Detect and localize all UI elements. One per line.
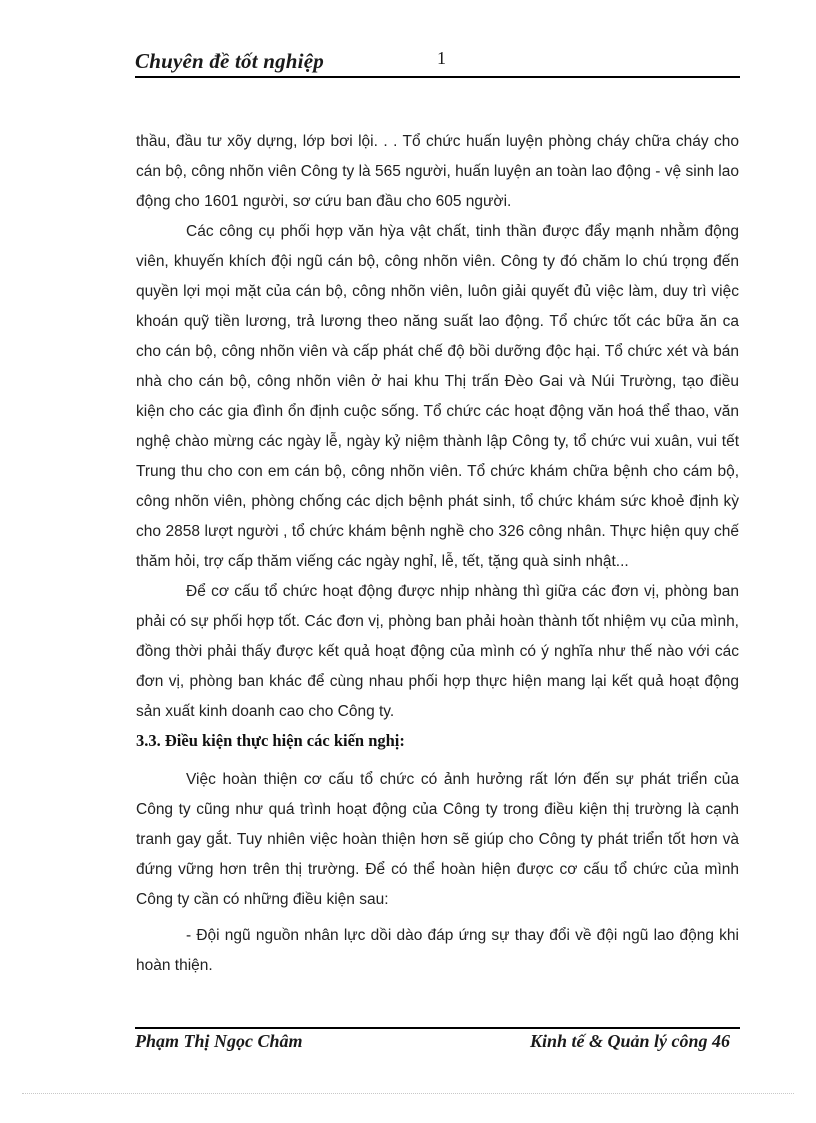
header-divider <box>135 76 740 78</box>
paragraph-continued: thầu, đầu tư xõy dựng, lớp bơi lội. . . Tổ chức huấn luyện phòng cháy chữa cháy cho cán bộ, công nhõn viên Công ty là 565 người, huấn luyện an toàn lao động - vệ sinh lao động cho 1601 người, sơ cứu ban đầu cho 605 người. <box>136 133 739 210</box>
footer-class: Kinh tế & Quản lý công 46 <box>529 1031 730 1051</box>
paragraph-staff-welfare: Các công cụ phối hợp văn hỳa vật chất, tinh thần được đẩy mạnh nhằm động viên, khuyến khích đội ngũ cán bộ, công nhõn viên. Công ty đó chăm lo chú trọng đến quyền lợi mọi mặt của cán bộ, công nhõn viên, luôn giải quyết đủ việc làm, duy trì việc khoán quỹ tiền lương, trả lương theo năng suất lao động. Tổ chức tốt các bữa ăn ca cho cán bộ, công nhõn viên và cấp phát chế độ bồi dưỡng độc hại. Tổ chức xét và bán nhà cho cán bộ, công nhõn viên ở hai khu Thị trấn Đèo Gai và Núi Trường, tạo điều kiện cho các gia đình ổn định cuộc sống. Tổ chức các hoạt động văn hoá thể thao, văn nghệ chào mừng các ngày lễ, ngày kỷ niệm thành lập Công ty, tổ chức vui xuân, vui tết Trung thu cho con em cán bộ, công nhõn viên. Tổ chức khám chữa bệnh cho cám bộ, công nhõn viên, phòng chống các dịch bệnh phát sinh, tổ chức khám sức khoẻ định kỳ cho 2858 lượt người , tổ chức khám bệnh nghề cho 326 công nhân. Thực hiện quy chế thăm hỏi, trợ cấp thăm viếng các ngày nghỉ, lễ, tết, tặng quà sinh nhật... <box>136 223 739 570</box>
document-title: Chuyên đề tốt nghiệp <box>135 49 324 73</box>
footer-author: Phạm Thị Ngọc Châm <box>135 1031 303 1051</box>
page-header <box>135 44 740 76</box>
section-heading: 3.3. Điều kiện thực hiện các kiến nghị: <box>136 731 405 750</box>
page-footer <box>135 1031 740 1059</box>
paragraph-conditions: Việc hoàn thiện cơ cấu tổ chức có ảnh hưởng rất lớn đến sự phát triển của Công ty cũng như quá trình hoạt động của Công ty trong điều kiện thị trường là cạnh tranh gay gắt. Tuy nhiên việc hoàn thiện hơn sẽ giúp cho Công ty phát triển tốt hơn và đứng vững hơn trên thị trường. Để có thể hoàn hiện được cơ cấu tổ chức của mình Công ty cần có những điều kiện sau: <box>136 771 739 908</box>
page-number: 1 <box>437 48 446 68</box>
page-boundary <box>22 1093 794 1094</box>
footer-divider <box>135 1027 740 1029</box>
document-body <box>136 127 739 981</box>
paragraph-coordination: Để cơ cấu tổ chức hoạt động được nhịp nhàng thì giữa các đơn vị, phòng ban phải có sự phối hợp tốt. Các đơn vị, phòng ban phải hoàn thành tốt nhiệm vụ của mình, đồng thời phải thấy được kết quả hoạt động của mình có ý nghĩa như thế nào với các đơn vị, phòng ban khác để cùng nhau phối hợp thực hiện mang lại kết quả hoạt động sản xuất kinh doanh cao cho Công ty. <box>136 583 739 720</box>
paragraph-workforce: - Đội ngũ nguồn nhân lực dồi dào đáp ứng sự thay đổi về đội ngũ lao động khi hoàn thiện. <box>136 927 739 974</box>
